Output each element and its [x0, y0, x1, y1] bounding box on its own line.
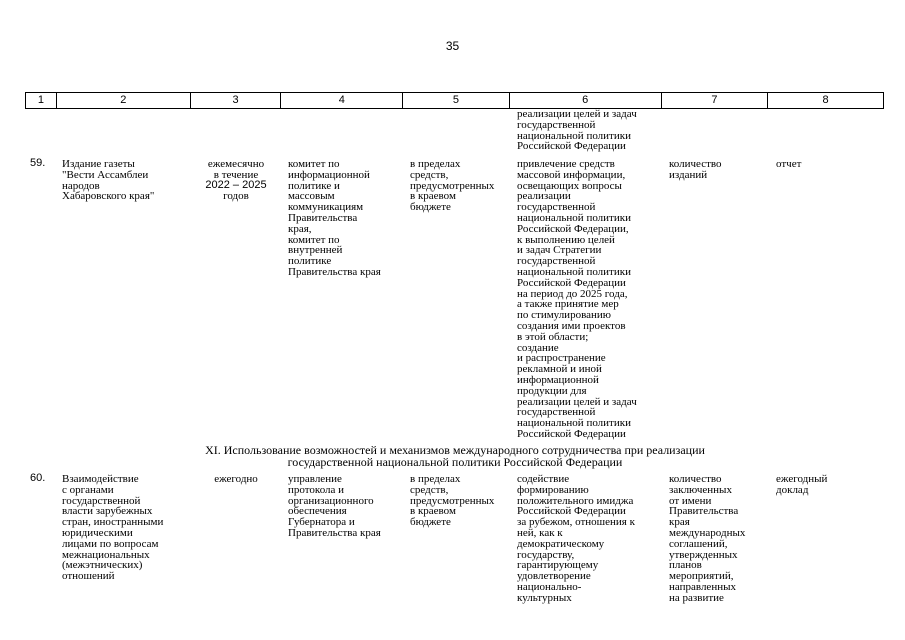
row-60-term: ежегодно: [214, 473, 258, 485]
row-59-term-line3: годов: [223, 190, 249, 202]
row-60-indicator: количество заключенных от имени Правительства края международных соглашений, утвержденных планов мероприятий, направленных на развитие: [669, 473, 746, 604]
row-60-name: Взаимодействие с органами государственной власти зарубежных стран, иностранными юридическими лицами по вопросам межнациональных (межэтнических) отношений: [62, 473, 164, 583]
row-59-term-years: 2022 – 2025: [205, 179, 267, 191]
section-title: XI. Использование возможностей и механизмов международного сотрудничества при реализации государственной национальной политики Российской Федерации: [205, 443, 705, 469]
header-col-6: 6: [510, 93, 662, 108]
row-60-result: содействие формированию положительного имиджа Российской Федерации за рубежом, отношения к ней, как к демократическому государству, гарантирующему удовлетворение национально- культурных: [517, 473, 635, 604]
header-col-7: 7: [662, 93, 769, 108]
header-col-5: 5: [403, 93, 510, 108]
header-col-8: 8: [822, 94, 829, 106]
row-60-funding: в пределах средств, предусмотренных в краевом бюджете: [410, 473, 495, 529]
header-col-4: 4: [281, 93, 403, 108]
header-col-2: 2: [57, 93, 191, 108]
row-59-term-line1: ежемесячно в течение: [207, 158, 265, 181]
row-60-executor: управление протокола и организационного обеспечения Губернатора и Правительства края: [288, 473, 381, 539]
row-60-number: 60.: [30, 472, 46, 484]
row-59-name: Издание газеты "Вести Ассамблеи народов Хабаровского края": [62, 158, 155, 203]
header-col-1: 1: [26, 93, 57, 108]
row-59-indicator: количество изданий: [669, 158, 722, 181]
row-59-result: привлечение средств массовой информации, освещающих вопросы реализации государственной национальной политики Российской Федерации, к выполнению целей и задач Стратегии государственной национальной политики Российской Федерации на период до 2025 года, а также принятие мер по стимулированию создания ими проектов в этой области; создание и распространение рекламной и иной информационной продукции для реализации целей и задач государственной национальной политики Российской Федерации: [517, 158, 637, 440]
carryover-result-text: реализации целей и задач государственной национальной политики Российской Федерации: [517, 108, 637, 153]
header-col-3: 3: [191, 93, 282, 108]
row-59-funding: в пределах средств, предусмотренных в краевом бюджете: [410, 158, 495, 214]
row-60-report: ежегодный доклад: [776, 473, 828, 496]
row-59-executor: комитет по информационной политике и массовым коммуникациям Правительства края, комитет по внутренней политике Правительства края: [288, 158, 381, 278]
table-header-row: [25, 92, 884, 109]
page-number: 35: [445, 39, 460, 53]
row-59-number: 59.: [30, 157, 46, 169]
row-59-report: отчет: [776, 158, 802, 170]
